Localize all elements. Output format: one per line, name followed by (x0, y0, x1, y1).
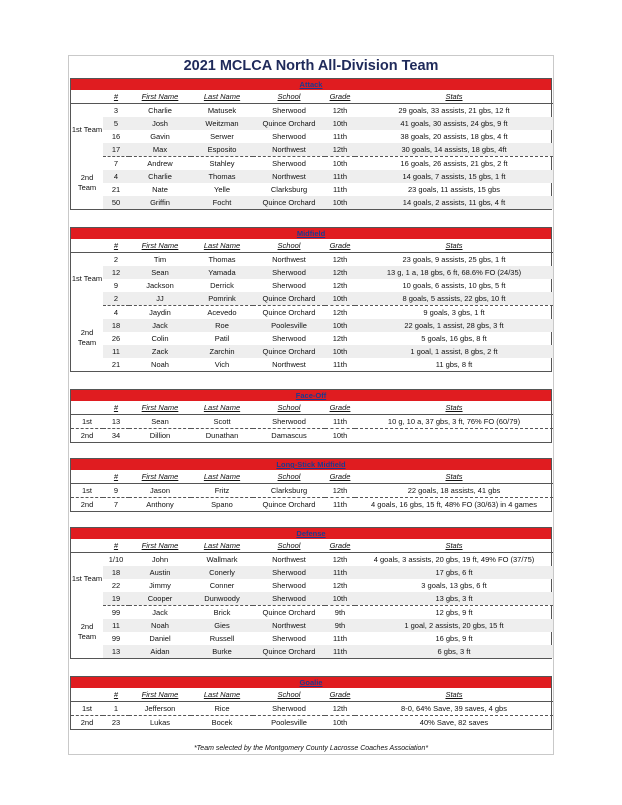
school: Northwest (253, 619, 325, 632)
roster-table (71, 470, 553, 511)
grade: 10th (325, 117, 355, 130)
grade: 10th (325, 319, 355, 332)
column-header: First Name (129, 239, 191, 253)
roster-table (71, 539, 553, 658)
last-name: Brick (213, 608, 231, 617)
column-header: # (103, 470, 129, 484)
team-tier-label: 2nd Team (71, 306, 103, 372)
team-tier-label: 2nd (71, 429, 103, 443)
first-name: Aidan (129, 645, 191, 658)
first-name: Jack (152, 608, 168, 617)
jersey-number: 18 (103, 319, 129, 332)
stats: 12 gbs, 9 ft (435, 608, 473, 617)
stats: 13 gbs, 3 ft (355, 592, 553, 606)
table-row (71, 415, 553, 429)
last-name: Thomas (208, 255, 236, 264)
school: Poolesville (253, 319, 325, 332)
first-name: Lukas (149, 718, 170, 727)
school: Clarksburg (270, 185, 308, 194)
column-header: Grade (325, 239, 355, 253)
tier-header (71, 90, 103, 104)
table-row (71, 429, 553, 443)
stats (355, 429, 553, 443)
column-header: # (103, 90, 129, 104)
column-header: Grade (325, 688, 355, 702)
last-name: Acevedo (207, 308, 237, 317)
school: Quince Orchard (262, 500, 316, 509)
first-name: Griffin (129, 196, 191, 209)
grade: 12th (325, 484, 355, 498)
stats: 41 goals, 30 assists, 24 gbs, 9 ft (355, 117, 553, 130)
last-name: Gies (191, 619, 253, 632)
stats: 13 g, 1 a, 18 gbs, 6 ft, 68.6% FO (24/35) (355, 266, 553, 279)
table-row (71, 183, 553, 196)
section-attack (70, 78, 552, 210)
grade: 12th (332, 555, 348, 564)
table-row (71, 619, 553, 632)
grade: 10th (325, 196, 355, 209)
footnote: *Team selected by the Montgomery County Lacrosse Coaches Association* (193, 745, 429, 752)
column-header: First Name (129, 470, 191, 484)
school: Quince Orchard (253, 645, 325, 658)
column-header: # (103, 401, 129, 415)
jersey-number: 4 (103, 170, 129, 183)
stats: 17 gbs, 6 ft (355, 566, 553, 579)
jersey-number: 4 (113, 308, 119, 317)
table-row (71, 484, 553, 498)
first-name: Anthony (146, 500, 174, 509)
tier-header (71, 401, 103, 415)
jersey-number: 11 (103, 345, 129, 358)
jersey-number: 5 (103, 117, 129, 130)
tier-header (71, 539, 103, 553)
last-name: Weitzman (191, 117, 253, 130)
column-header: Grade (325, 401, 355, 415)
column-header: First Name (129, 688, 191, 702)
jersey-number: 22 (111, 581, 121, 590)
table-row (71, 345, 553, 358)
stats: 4 goals, 16 gbs, 15 ft, 48% FO (30/63) in 4 games (371, 500, 537, 509)
first-name: Jack (129, 319, 191, 332)
column-header: Last Name (191, 90, 253, 104)
first-name: Jason (129, 484, 191, 498)
first-name: Max (129, 143, 191, 157)
column-header: Last Name (191, 470, 253, 484)
column-header: School (253, 90, 325, 104)
team-tier-label: 2nd Team (71, 606, 103, 659)
jersey-number: 2 (113, 255, 119, 264)
grade: 12th (325, 143, 355, 157)
last-name: Conerly (191, 566, 253, 579)
last-name: Scott (191, 415, 253, 429)
team-tier-label: 1st Team (71, 553, 103, 606)
first-name: Sean (129, 266, 191, 279)
grade: 11th (325, 566, 355, 579)
stats: 30 goals, 14 assists, 18 gbs, 4ft (355, 143, 553, 157)
school: Quince Orchard (253, 292, 325, 306)
school: Sherwood (272, 281, 306, 290)
roster-table (71, 90, 553, 209)
school: Quince Orchard (262, 608, 316, 617)
section-title: Attack (71, 79, 551, 90)
grade: 12th (325, 702, 355, 716)
section-title: Long-Stick Midfield (71, 459, 551, 470)
jersey-number: 12 (103, 266, 129, 279)
jersey-number: 23 (111, 718, 121, 727)
grade: 10th (332, 431, 348, 440)
last-name: Thomas (191, 170, 253, 183)
column-header: # (103, 688, 129, 702)
stats: 11 gbs, 8 ft (435, 360, 473, 369)
section-midfield (70, 227, 552, 372)
stats: 8-0, 64% Save, 39 saves, 4 gbs (355, 702, 553, 716)
grade: 11th (332, 634, 348, 643)
table-row (71, 253, 553, 267)
stats: 38 goals, 20 assists, 18 gbs, 4 ft (400, 132, 508, 141)
team-tier-label: 2nd Team (71, 157, 103, 210)
first-name: Gavin (150, 132, 170, 141)
table-row (71, 632, 553, 645)
header-row (71, 239, 553, 253)
jersey-number: 9 (103, 484, 129, 498)
school: Northwest (272, 360, 306, 369)
last-name: Rice (191, 702, 253, 716)
roster-document (68, 55, 554, 755)
school: Sherwood (272, 106, 306, 115)
column-header: Grade (325, 90, 355, 104)
last-name: Derrick (210, 281, 234, 290)
jersey-number: 11 (103, 619, 129, 632)
first-name: Zack (129, 345, 191, 358)
school: Sherwood (253, 592, 325, 606)
jersey-number: 13 (103, 415, 129, 429)
school: Sherwood (253, 702, 325, 716)
tier-header (71, 239, 103, 253)
table-row (71, 157, 553, 171)
stats: 23 goals, 9 assists, 25 gbs, 1 ft (402, 255, 506, 264)
stats: 14 goals, 2 assists, 11 gbs, 4 ft (355, 196, 553, 209)
stats: 9 goals, 3 gbs, 1 ft (423, 308, 485, 317)
grade: 9th (334, 608, 346, 617)
section-goalie (70, 676, 552, 730)
section-face-off (70, 389, 552, 443)
jersey-number: 7 (113, 500, 119, 509)
header-row (71, 688, 553, 702)
school: Damascus (271, 431, 307, 440)
last-name: Zarchin (191, 345, 253, 358)
column-header: Last Name (191, 539, 253, 553)
school: Quince Orchard (253, 117, 325, 130)
grade: 12th (332, 281, 348, 290)
school: Sherwood (253, 415, 325, 429)
roster-table (71, 239, 553, 371)
grade: 11th (325, 170, 355, 183)
last-name: Pomrink (191, 292, 253, 306)
jersey-number: 9 (113, 281, 119, 290)
stats: 5 goals, 16 gbs, 8 ft (421, 334, 487, 343)
table-row (71, 319, 553, 332)
last-name: Yelle (214, 185, 230, 194)
last-name: Dunwoody (191, 592, 253, 606)
header-row (71, 90, 553, 104)
first-name: Noah (151, 360, 169, 369)
grade: 9th (325, 619, 355, 632)
stats: 3 goals, 13 gbs, 6 ft (421, 581, 487, 590)
school: Sherwood (272, 581, 306, 590)
last-name: Wallmark (206, 555, 238, 564)
column-header: First Name (129, 401, 191, 415)
table-row (71, 279, 553, 292)
team-tier-label: 1st (71, 702, 103, 716)
jersey-number: 17 (103, 143, 129, 157)
team-tier-label: 2nd (71, 716, 103, 730)
last-name: Dunathan (205, 431, 239, 440)
jersey-number: 34 (111, 431, 121, 440)
table-row (71, 104, 553, 118)
school: Quince Orchard (262, 308, 316, 317)
stats: 4 goals, 3 assists, 20 gbs, 19 ft, 49% FO (37/75) (373, 555, 535, 564)
column-header: Stats (355, 688, 553, 702)
column-header: Stats (355, 239, 553, 253)
first-name: Jimmy (149, 581, 171, 590)
jersey-number: 2 (103, 292, 129, 306)
last-name: Esposito (191, 143, 253, 157)
stats: 22 goals, 18 assists, 41 gbs (355, 484, 553, 498)
first-name: Jefferson (129, 702, 191, 716)
grade: 12th (332, 106, 348, 115)
jersey-number: 18 (103, 566, 129, 579)
stats: 10 g, 10 a, 37 gbs, 3 ft, 76% FO (60/79) (355, 415, 553, 429)
column-header: Last Name (191, 688, 253, 702)
first-name: JJ (129, 292, 191, 306)
column-header: Last Name (191, 401, 253, 415)
first-name: Josh (129, 117, 191, 130)
first-name: Jackson (146, 281, 174, 290)
page-title: 2021 MCLCA North All-Division Team (183, 58, 439, 74)
table-row (71, 606, 553, 620)
grade: 10th (325, 292, 355, 306)
table-row (71, 306, 553, 320)
column-header: Stats (355, 539, 553, 553)
jersey-number: 21 (111, 185, 121, 194)
school: Poolesville (271, 718, 307, 727)
table-row (71, 592, 553, 606)
school: Sherwood (272, 634, 306, 643)
team-tier-label: 1st (71, 415, 103, 429)
table-row (71, 579, 553, 592)
last-name: Roe (191, 319, 253, 332)
header-row (71, 470, 553, 484)
team-tier-label: 1st Team (71, 104, 103, 157)
last-name: Spano (211, 500, 233, 509)
section-long-stick-midfield (70, 458, 552, 512)
first-name: Cooper (129, 592, 191, 606)
school: Quince Orchard (253, 345, 325, 358)
last-name: Conner (209, 581, 235, 590)
stats: 16 goals, 26 assists, 21 gbs, 2 ft (400, 159, 508, 168)
grade: 11th (332, 185, 348, 194)
last-name: Vich (214, 360, 230, 369)
jersey-number: 1/10 (108, 555, 124, 564)
table-row (71, 566, 553, 579)
first-name: Noah (129, 619, 191, 632)
column-header: Grade (325, 470, 355, 484)
last-name: Russell (209, 634, 235, 643)
stats: 29 goals, 33 assists, 21 gbs, 12 ft (398, 106, 510, 115)
grade: 10th (325, 592, 355, 606)
grade: 11th (332, 132, 348, 141)
first-name: Tim (153, 255, 167, 264)
stats: 14 goals, 7 assists, 15 gbs, 1 ft (355, 170, 553, 183)
column-header: First Name (129, 90, 191, 104)
stats: 10 goals, 6 assists, 10 gbs, 5 ft (402, 281, 506, 290)
grade: 11th (332, 500, 348, 509)
first-name: Charlie (148, 106, 172, 115)
section-title: Defense (71, 528, 551, 539)
column-header: # (103, 239, 129, 253)
section-title: Goalie (71, 677, 551, 688)
table-row (71, 332, 553, 345)
grade: 10th (332, 718, 348, 727)
grade: 11th (325, 645, 355, 658)
stats: 8 goals, 5 assists, 22 gbs, 10 ft (355, 292, 553, 306)
stats: 1 goal, 2 assists, 20 gbs, 15 ft (355, 619, 553, 632)
jersey-number: 1 (103, 702, 129, 716)
grade: 11th (325, 415, 355, 429)
table-row (71, 170, 553, 183)
column-header: Last Name (191, 239, 253, 253)
jersey-number: 21 (111, 360, 121, 369)
stats: 23 goals, 11 assists, 15 gbs (408, 185, 500, 194)
table-row (71, 645, 553, 658)
school: Northwest (253, 170, 325, 183)
last-name: Matusek (207, 106, 237, 115)
first-name: Austin (129, 566, 191, 579)
first-name: Daniel (149, 634, 171, 643)
table-row (71, 716, 553, 730)
column-header: School (253, 539, 325, 553)
last-name: Patil (214, 334, 230, 343)
table-row (71, 553, 553, 567)
column-header: Stats (355, 470, 553, 484)
school: Sherwood (272, 159, 306, 168)
grade: 12th (332, 334, 348, 343)
stats: 40% Save, 82 saves (419, 718, 489, 727)
section-title: Face-Off (71, 390, 551, 401)
school: Sherwood (253, 566, 325, 579)
table-row (71, 196, 553, 209)
column-header: Stats (355, 401, 553, 415)
column-header: Grade (325, 539, 355, 553)
table-row (71, 117, 553, 130)
stats: 16 gbs, 9 ft (435, 634, 473, 643)
grade: 12th (332, 255, 348, 264)
first-name: Colin (151, 334, 169, 343)
school: Northwest (272, 255, 306, 264)
team-tier-label: 2nd (71, 498, 103, 512)
column-header: First Name (129, 539, 191, 553)
first-name: Nate (152, 185, 168, 194)
school: Clarksburg (253, 484, 325, 498)
roster-table (71, 688, 553, 729)
table-row (71, 702, 553, 716)
jersey-number: 50 (103, 196, 129, 209)
jersey-number: 26 (111, 334, 121, 343)
jersey-number: 7 (113, 159, 119, 168)
jersey-number: 16 (111, 132, 121, 141)
grade: 10th (332, 159, 348, 168)
last-name: Bocek (211, 718, 233, 727)
school: Northwest (272, 555, 306, 564)
grade: 12th (325, 266, 355, 279)
last-name: Serwer (210, 132, 234, 141)
first-name: John (151, 555, 169, 564)
tier-header (71, 688, 103, 702)
school: Sherwood (253, 266, 325, 279)
last-name: Fritz (191, 484, 253, 498)
table-row (71, 130, 553, 143)
grade: 12th (332, 308, 348, 317)
school: Quince Orchard (253, 196, 325, 209)
first-name: Jaydin (149, 308, 171, 317)
section-defense (70, 527, 552, 659)
column-header: School (253, 239, 325, 253)
team-tier-label: 1st Team (71, 253, 103, 306)
grade: 10th (325, 345, 355, 358)
table-row (71, 266, 553, 279)
table-row (71, 498, 553, 512)
school: Northwest (253, 143, 325, 157)
jersey-number: 19 (103, 592, 129, 606)
last-name: Burke (191, 645, 253, 658)
stats: 22 goals, 1 assist, 28 gbs, 3 ft (355, 319, 553, 332)
last-name: Focht (191, 196, 253, 209)
stats: 1 goal, 1 assist, 8 gbs, 2 ft (355, 345, 553, 358)
grade: 12th (332, 581, 348, 590)
table-row (71, 358, 553, 371)
team-tier-label: 1st (71, 484, 103, 498)
column-header: # (103, 539, 129, 553)
last-name: Yamada (191, 266, 253, 279)
roster-table (71, 401, 553, 442)
stats: 6 gbs, 3 ft (355, 645, 553, 658)
column-header: Stats (355, 90, 553, 104)
school: Sherwood (272, 334, 306, 343)
grade: 11th (332, 360, 348, 369)
tier-header (71, 470, 103, 484)
header-row (71, 401, 553, 415)
column-header: School (253, 470, 325, 484)
section-title: Midfield (71, 228, 551, 239)
first-name: Dillion (149, 431, 171, 440)
school: Sherwood (272, 132, 306, 141)
table-row (71, 143, 553, 157)
jersey-number: 99 (111, 634, 121, 643)
jersey-number: 3 (113, 106, 119, 115)
column-header: School (253, 401, 325, 415)
first-name: Andrew (147, 159, 173, 168)
first-name: Charlie (129, 170, 191, 183)
last-name: Stahley (209, 159, 235, 168)
table-row (71, 292, 553, 306)
column-header: School (253, 688, 325, 702)
header-row (71, 539, 553, 553)
jersey-number: 99 (111, 608, 121, 617)
first-name: Sean (129, 415, 191, 429)
jersey-number: 13 (103, 645, 129, 658)
